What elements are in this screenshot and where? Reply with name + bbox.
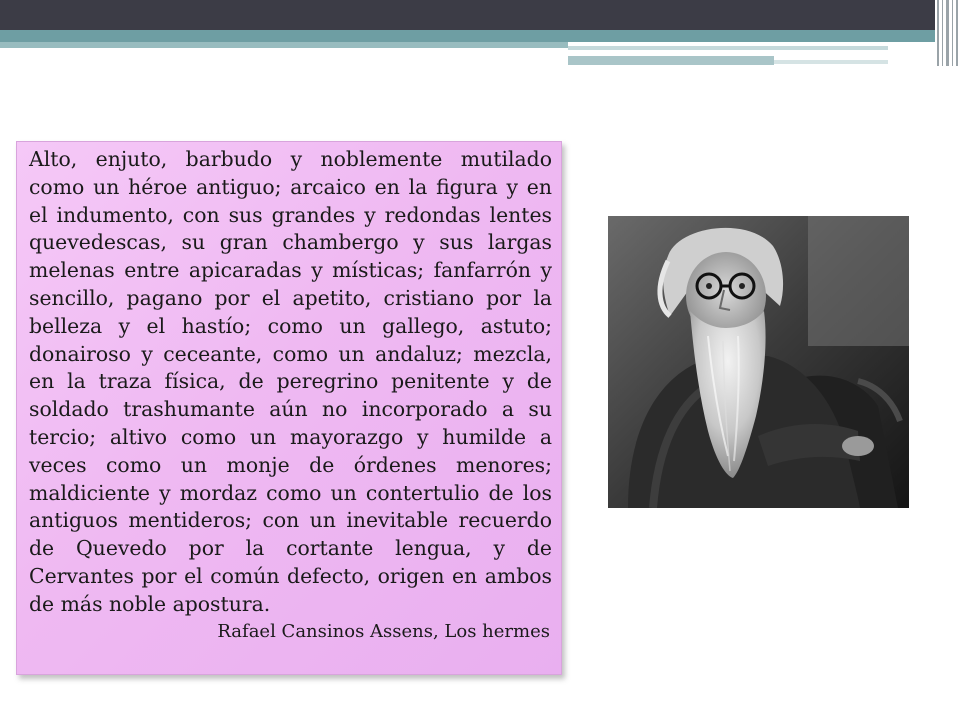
header-line	[568, 50, 888, 52]
portrait-illustration	[608, 216, 909, 508]
quote-box	[16, 141, 562, 675]
quote-author: Rafael Cansinos Assens, Los hermes	[217, 620, 550, 642]
header-bar-accent-light	[774, 60, 888, 64]
header-bar-accent	[568, 56, 774, 65]
header-bar-teal	[0, 30, 935, 42]
header-right-edge	[935, 0, 960, 66]
header-bar-dark	[0, 0, 935, 30]
quote-text: Alto, enjuto, barbudo y noblemente mutilado como un héroe antiguo; arcaico en la figura y en el indumento, con sus grandes y redondas lentes quevedescas, su gran chambergo y sus largas melenas entre apicaradas y místicas; fanfarrón y sencillo, pagano por el apetito, cristiano por la belleza y el hastío; como un gallego, astuto; donairoso y ceceante, como un andaluz; mezcla, en la traza física, de peregrino penitente y de soldado trashumante aún no incorporado a su tercio; altivo como un mayorazgo y humilde a veces como un monje de órdenes menores; maldiciente y mordaz como un contertulio de los antiguos mentideros; con un inevitable recuerdo de Quevedo por la cortante lengua, y de Cervantes por el común defecto, origen en ambos de más noble apostura.	[29, 147, 552, 616]
header-bar-teal-thin	[0, 42, 568, 48]
portrait-photo	[608, 216, 909, 508]
